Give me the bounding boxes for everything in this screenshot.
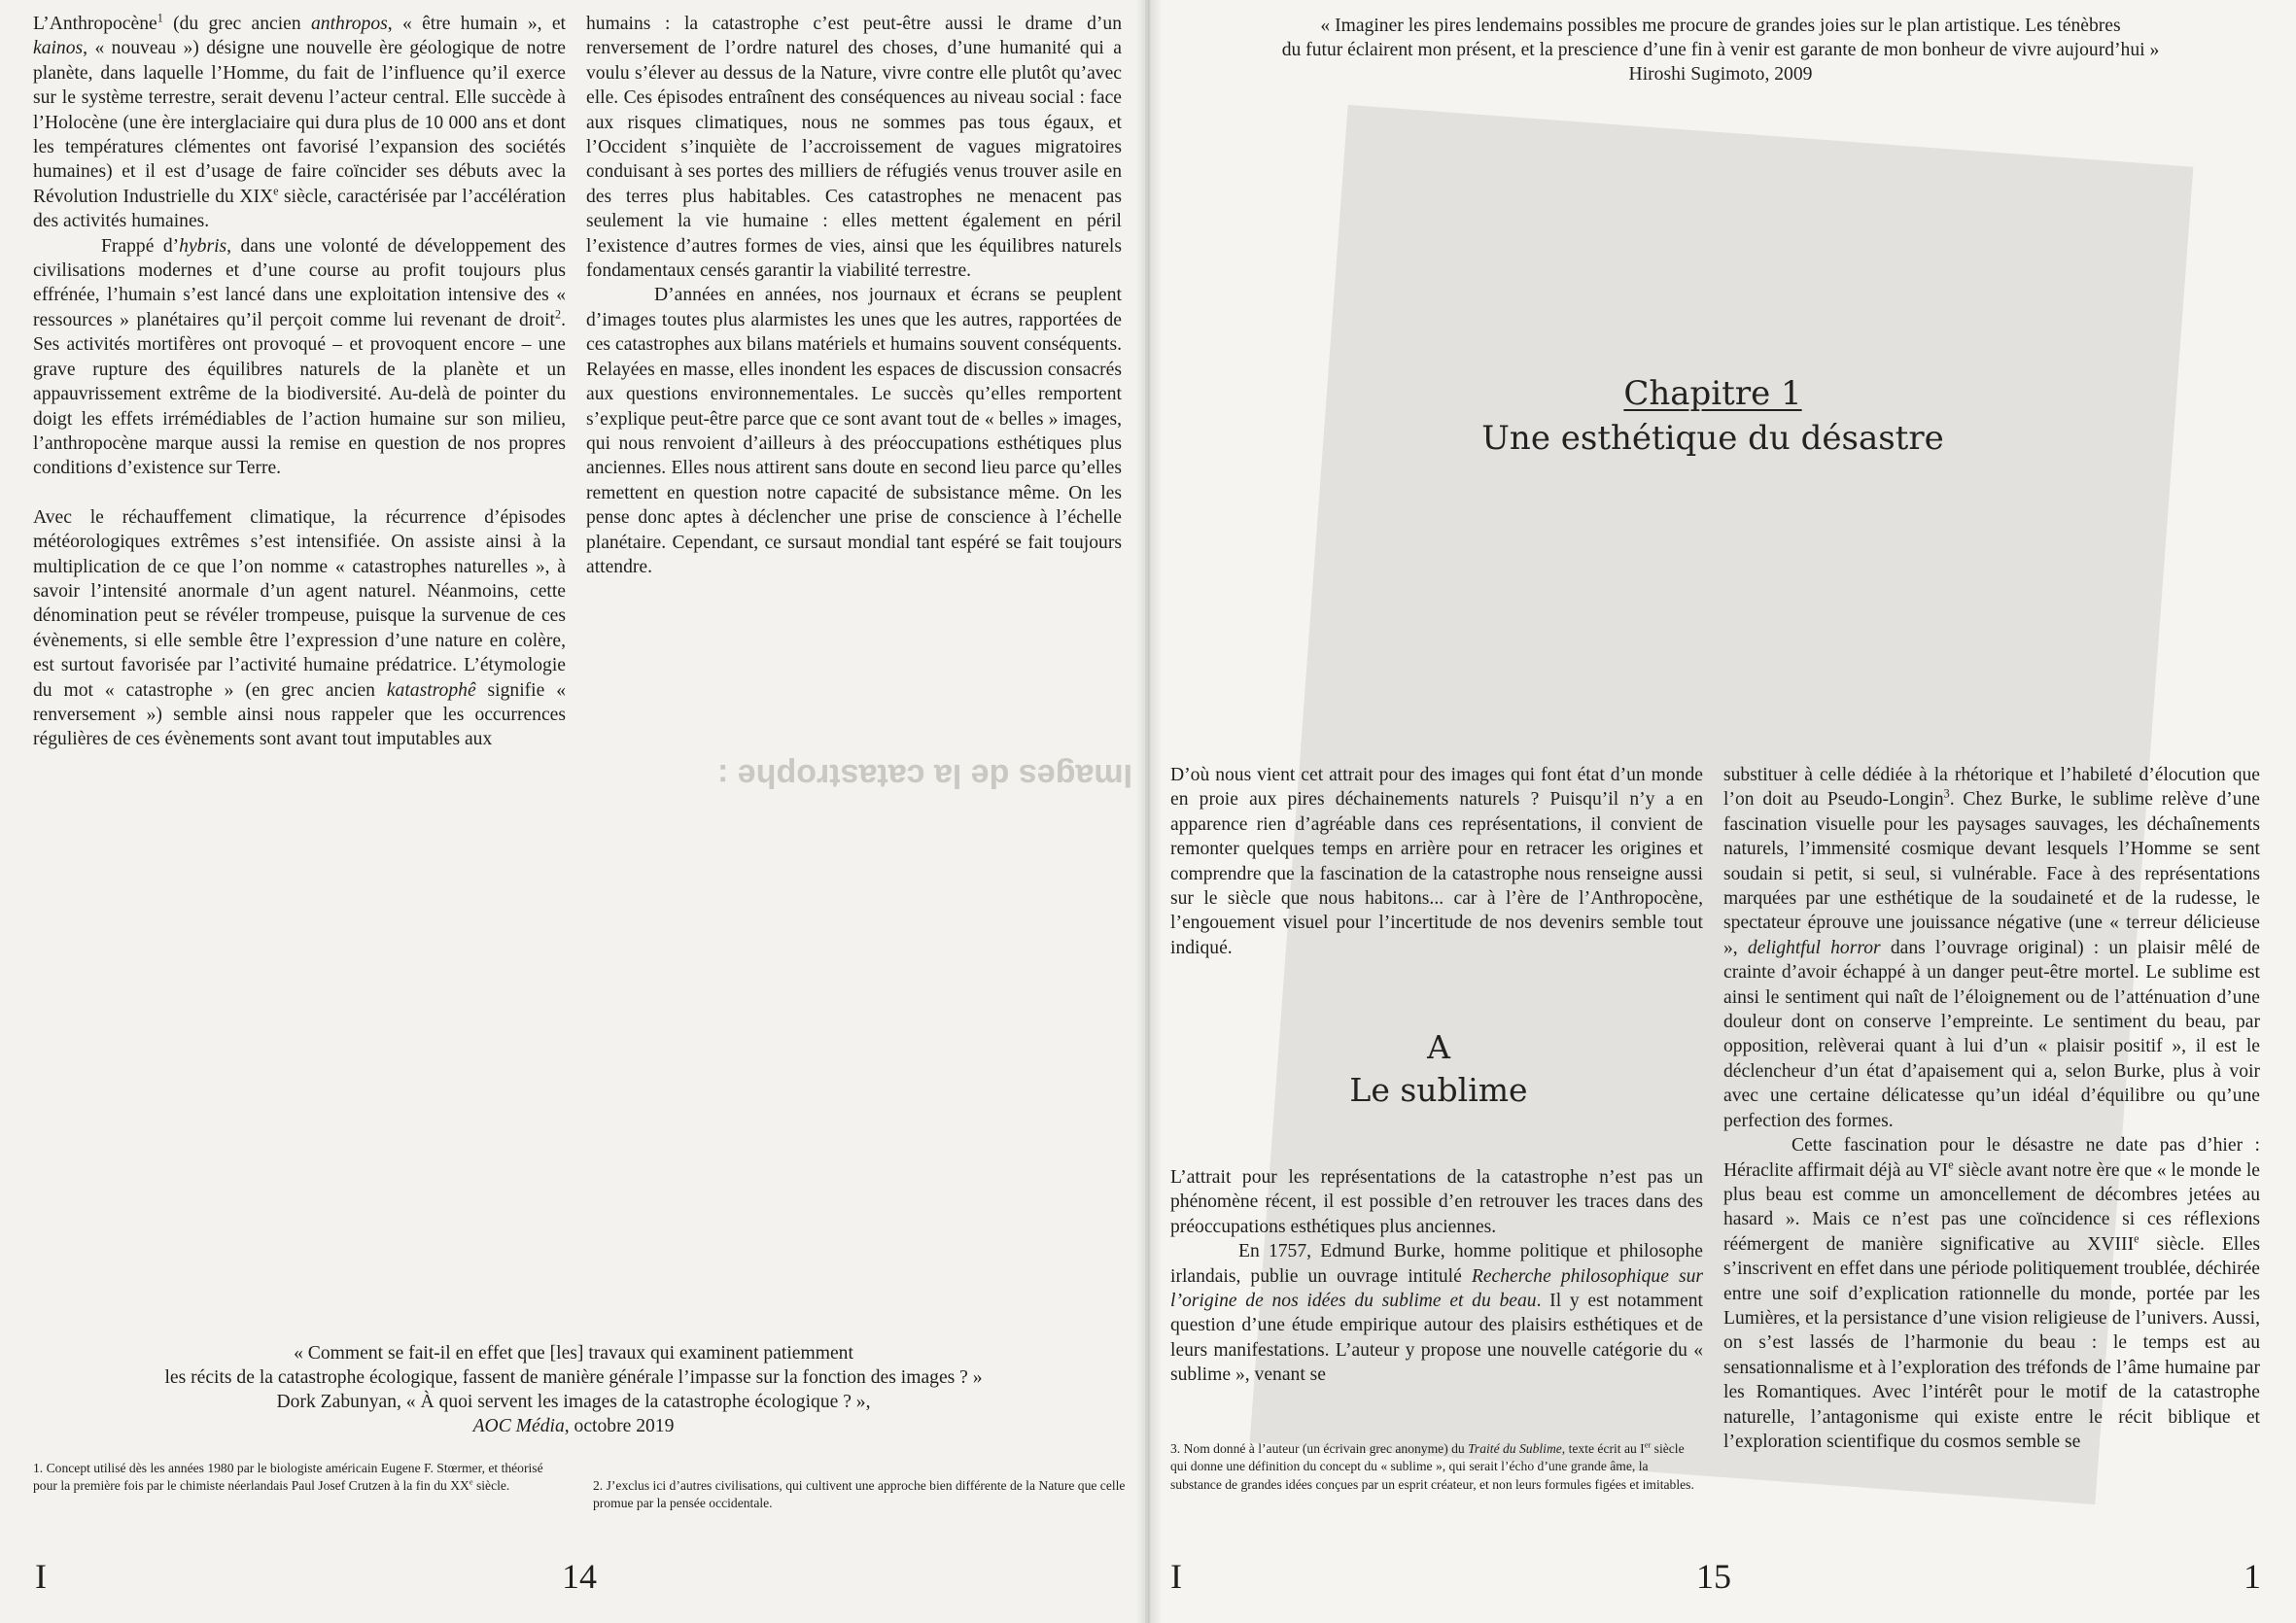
paragraph: D’années en années, nos journaux et écrans se peuplent d’images toutes plus alarmistes les unes que les autres, rapportées de ces catastrophes aux bilans matériels et humains souvent conséquents. Relayées en masse, elles inondent les espaces de discussion consacrés aux questions environnementales. Le succès qu’elles remportent s’explique peut-être parce que ce sont avant tout de « belles » images, qui nous renvoient d’ailleurs à des préoccupations esthétiques plus anciennes. Elles nous attirent sans doute en second lieu parce qu’elles remettent en question notre capacité de subsistance même. On les pense donc aptes à déclencher une prise de conscience à l’échelle planétaire. Cependant, ce sursaut mondial tant espéré se fait toujours attendre. [586, 285, 1122, 577]
page-number: 15 [1696, 1557, 1731, 1596]
paragraph: D’où nous vient cet attrait pour des images qui font état d’un monde en proie aux pires déchainements naturels ? Puisqu’il n’y a en apparence rien d’agréable dans ces représentations, il convient de remonter quelques temps en arrière pour en retracer les origines et comprendre que la fascination de la catastrophe nous renseigne aussi sur le siècle que nous habitons... car à l’ère de l’Anthropocène, l’engouement visuel pour l’incertitude de nos devenirs semble tout indiqué. [1170, 765, 1703, 958]
folio-roman: I [35, 1557, 47, 1596]
right-page-column-1-lower [1170, 1165, 1703, 1388]
right-page-column-2 [1723, 763, 2260, 1454]
epigraph: « Imaginer les pires lendemains possibles me procure de grandes joies sur le plan artistique. Les ténèbres du futur éclairent mon présent, et la prescience d’une fin à venir est garante de mon bonheur de vivre aujourd’hui » Hiroshi Sugimoto, 2009 [1281, 16, 2160, 85]
folio-roman: I [1170, 1557, 1182, 1596]
chapter-title: Une esthétique du désastre [1481, 419, 1944, 458]
paragraph: substituer à celle dédiée à la rhétorique et l’habileté d’élocution que l’on doit au Pseudo-Longin$^3$. Chez Burke, le sublime relève d’une fascination visuelle pour les paysages sauvages, les déchaînements naturels, l’immensité cosmique devant lesquels l’Homme se sent soudain si petit, si seul, si vulnérable. Face à des représentations marquées par une esthétique de la soudaineté et de la rudesse, le spectateur éprouve une jouissance négative (une « terreur délicieuse », delightful horror dans l’ouvrage original) : un plaisir mêlé de crainte d’avoir échappé à un danger peut-être mortel. Le sublime est ainsi le sentiment qui naît de l’éloignement ou de l’atténuation d’une douleur dont on conserve l’empreinte. Le sentiment du beau, par opposition, relèverai quant à lui d’un « plaisir positif », il est le déclencheur d’un état d’apaisement qui a, selon Burke, plus à voir avec une certaine délicatesse qu’un idéal d’équilibre ou qu’une perfection des formes. [1723, 765, 2261, 1131]
footnote-1: 1. Concept utilisé dès les années 1980 par le biologiste américain Eugene F. Stœrmer, et théorisé pour la première fois par le chimiste néerlandais Paul Josef Crutzen à la fin du XXe siècle. [33, 1461, 543, 1494]
section-heading [1244, 1026, 1633, 1112]
left-page-column-2 [586, 12, 1122, 579]
book-gutter [1135, 0, 1163, 1623]
paragraph: humains : la catastrophe c’est peut-être aussi le drame d’un renversement de l’ordre naturel des choses, d’une humanité qui a voulu s’élever au dessus de la Nature, vivre contre elle plutôt qu’avec elle. Ces épisodes entraînent des conséquences au niveau social : face aux risques climatiques, nous ne sommes pas tous égaux, et l’Occident s’inquiète de l’accroissement de vagues migratoires conduisant à ses portes des milliers de réfugiés venus trouver asile en des terres plus habitables. Ces catastrophes ne menacent pas seulement la vie humaine : elles mettent également en péril l’existence d’autres formes de vies, ainsi que les équilibres naturels fondamentaux censés garantir la viabilité terrestre. [586, 14, 1122, 282]
paragraph: Avec le réchauffement climatique, la récurrence d’épisodes météorologiques extrêmes s’est intensifiée. On assiste ainsi à la multiplication de ce que l’on nomme « catastrophes naturelles », à savoir l’intensité anormale d’un agent naturel. Néanmoins, cette dénomination peut se révéler trompeuse, puisque la survenue de ces évènements, si elle semble être l’expression d’une nature en colère, est surtout favorisée par l’activité humaine prédatrice. L’étymologie du mot « catastrophe » (en grec ancien katastrophê signifie « renversement ») semble ainsi nous rappeler que les occurrences régulières de ces évènements sont avant tout imputables aux [33, 506, 566, 750]
footnote-3: 3. Nom donné à l’auteur (un écrivain grec anonyme) du Traité du Sublime, texte écrit au Ier siècle qui donne une définition du concept du « sublime », qui serait l’écho d’une grande âme, la substance de grandes idées conçues par un esprit créateur, et non leurs formules figées et imitables. [1170, 1439, 1694, 1492]
right-page-column-1 [1170, 763, 1703, 960]
show-through-title: Images de la catastrophe : [717, 757, 1133, 794]
paragraph: Cette fascination pour le désastre ne date pas d’hier : Héraclite affirmait déjà au VIe siècle avant notre ère que « le monde le plus beau est comme un amoncellement de décombres jetées au hasard ». Mais ce n’est pas une coïncidence si ces réflexions réémergent de manière significative au XVIIIe siècle. Elles s’inscrivent en effet dans une période politiquement troublée, déchirée entre une soif d’explication rationnelle du monde, portée par les Lumières, et la persistance d’une vision religieuse de l’univers. Aussi, on s’est lassés de l’harmonie du beau : le temps est au sensationnalisme et à l’exploration des tréfonds de l’âme humaine par les Romantiques. Avec l’intérêt pour le motif de la catastrophe naturelle, l’antagonisme qui existe entre le récit biblique et l’exploration scientifique du cosmos semble se [1723, 1135, 2260, 1452]
paragraph: Frappé d’hybris, dans une volonté de développement des civilisations modernes et d’une course au profit toujours plus effrénée, l’humain s’est lancé dans une exploitation intensive des « ressources » planétaires qu’il perçoit comme lui revenant de droit$^2$. Ses activités mortifères ont provoqué – et provoquent encore – une grave rupture des équilibres naturels de la planète et un appauvrissement extrême de la biodiversité. Au-delà de pointer du doigt les effets irrémédiables de l’action humaine sur son milieu, l’anthropocène marque aussi la remise en question de nos propres conditions d’existence sur Terre. [33, 235, 566, 479]
section-letter: A [1427, 1028, 1450, 1066]
left-page-column-1 [33, 12, 566, 752]
chapter-label: Chapitre 1 [1623, 374, 1802, 413]
pull-quote: « Comment se fait-il en effet que [les] travaux qui examinent patiemment les récits de la catastrophe écologique, fassent de manière générale l’impasse sur la fonction des images ? » Dork Zabunyan, « À quoi servent les images de la catastrophe écologique ? », AOC Média, octobre 2019 [164, 1343, 983, 1436]
paragraph: L’attrait pour les représentations de la catastrophe n’est pas un phénomène récent, il est possible d’en retrouver les traces dans des préoccupations esthétiques plus anciennes. [1170, 1167, 1703, 1237]
section-title: Le sublime [1349, 1071, 1528, 1109]
left-page [0, 0, 1145, 1623]
page-number: 14 [562, 1557, 597, 1596]
chapter-heading [1421, 371, 2004, 461]
footnote-2: 2. J’exclus ici d’autres civilisations, qui cultivent une approche bien différente de la Nature que celle promue par la pensée occidentale. [593, 1478, 1126, 1511]
paragraph: En 1757, Edmund Burke, homme politique et philosophe irlandais, publie un ouvrage intitulé Recherche philosophique sur l’origine de nos idées du sublime et du beau. Il y est notamment question d’une étude empirique autour des plaisirs esthétiques et de leurs manifestations. L’auteur y propose une nouvelle catégorie du « sublime », venant se [1170, 1241, 1703, 1386]
next-page-edge-number: 1 [2244, 1557, 2261, 1596]
paragraph: L’Anthropocène$^1$ (du grec ancien anthropos, « être humain », et kainos, « nouveau ») désigne une nouvelle ère géologique de notre planète, dans laquelle l’Homme, du fait de l’influence qu’il exerce sur le système terrestre, serait devenu l’acteur central. Elle succède à l’Holocène (une ère interglaciaire qui dura plus de 10 000 ans et dont les températures clémentes ont favorisé l’expansion des sociétés humaines) et il est d’usage de faire coïncider ses débuts avec la Révolution Industrielle du XIXe siècle, caractérisée par l’accélération des activités humaines. [33, 11, 566, 232]
